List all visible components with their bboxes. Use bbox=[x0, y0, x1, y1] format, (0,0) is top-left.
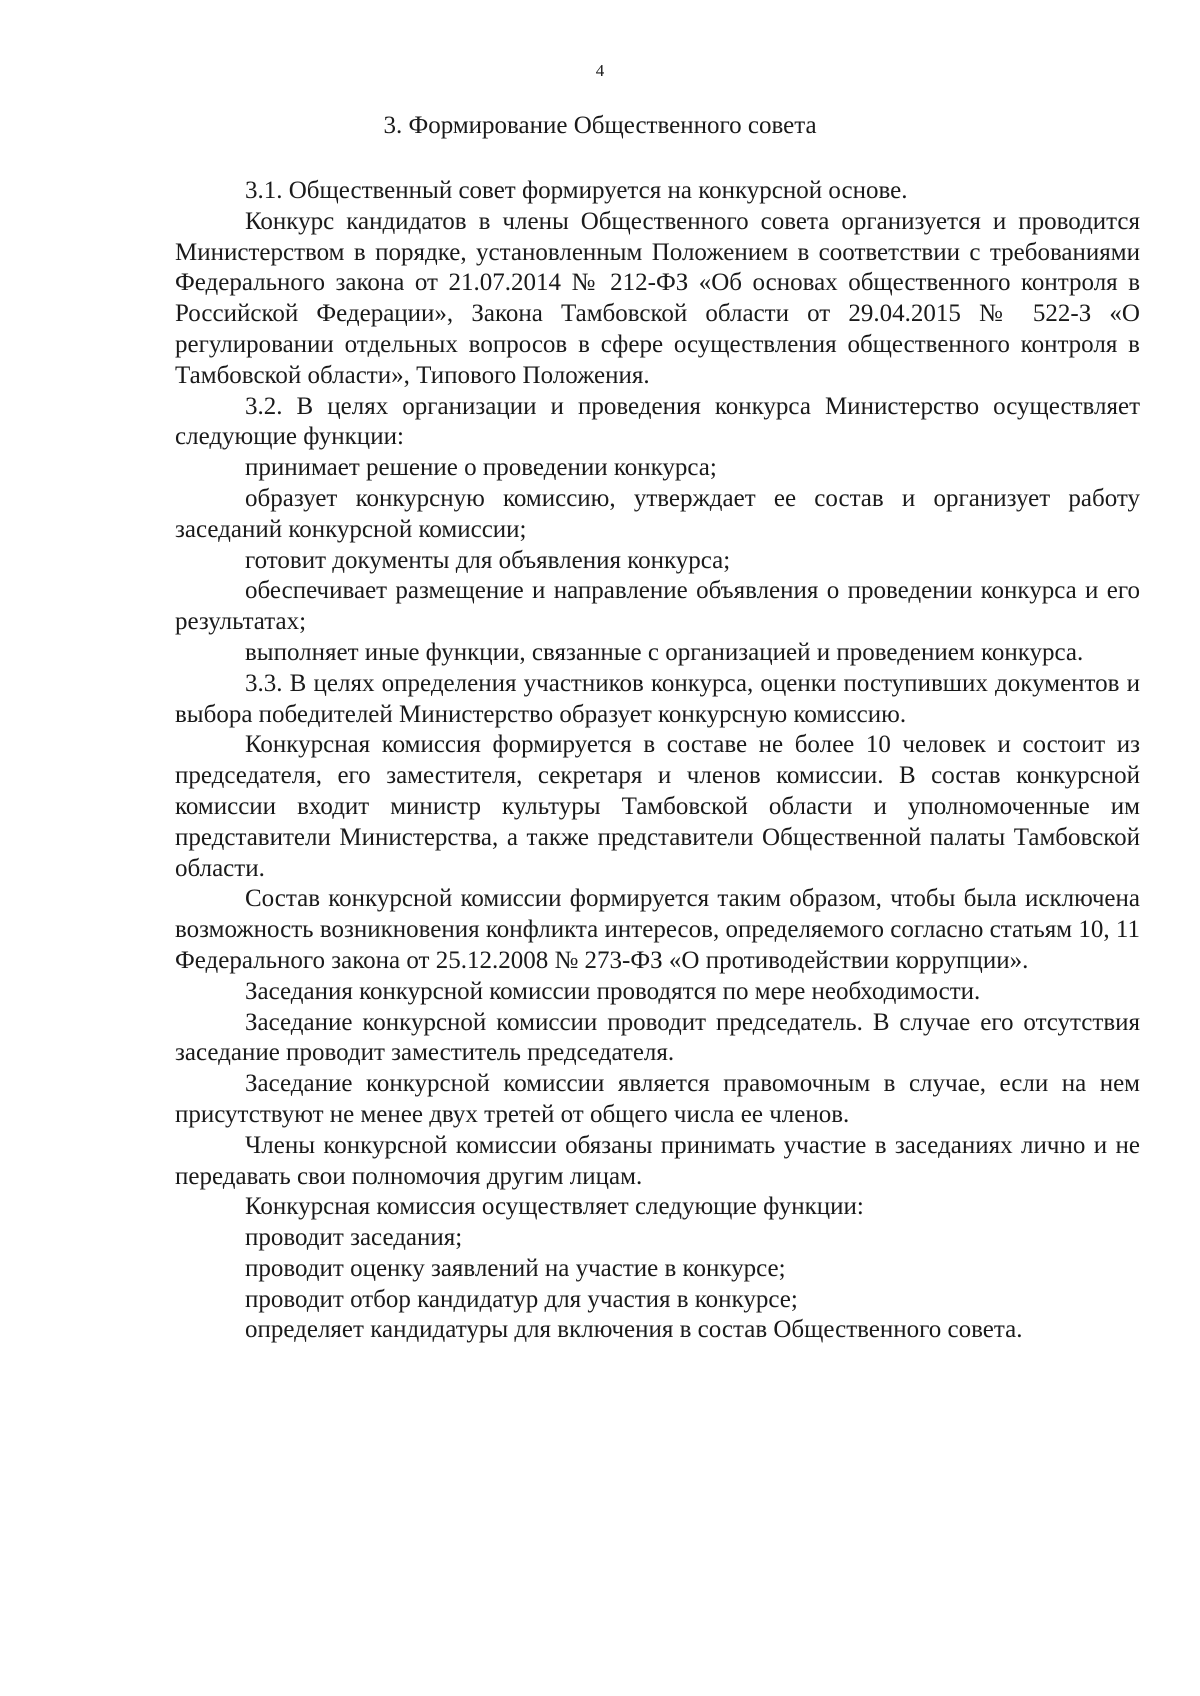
paragraph: Члены конкурсной комиссии обязаны принимать участие в заседаниях лично и не передавать свои полномочия другим лицам. bbox=[175, 1131, 1140, 1190]
section-heading: 3. Формирование Общественного совета bbox=[383, 112, 817, 139]
list-item-paragraph: обеспечивает размещение и направление объявления о проведении конкурса и его результатах; bbox=[175, 577, 1140, 636]
page-number: 4 bbox=[595, 61, 605, 80]
paragraph: Заседание конкурсной комиссии проводит председатель. В случае его отсутствия заседание проводит заместитель председателя. bbox=[175, 1008, 1140, 1067]
list-item-paragraph: готовит документы для объявления конкурса; bbox=[245, 546, 731, 574]
paragraph: 3.2. В целях организации и проведения конкурса Министерство осуществляет следующие функции: bbox=[175, 392, 1140, 451]
paragraph: 3.3. В целях определения участников конкурса, оценки поступивших документов и выбора победителей Министерство образует конкурсную комиссию. bbox=[175, 669, 1140, 728]
list-item-paragraph: проводит отбор кандидатур для участия в конкурсе; bbox=[245, 1285, 798, 1313]
paragraph: Конкурс кандидатов в члены Общественного совета организуется и проводится Министерством в порядке, установленным Положением в соответствии с требованиями Федерального закона от 21.07.2014 № 212-ФЗ «Об основах общественного контроля в Российской Федерации», Закона Тамбовской области от 29.04.2015 № 522-З «О регулировании отдельных вопросов в сфере осуществления общественного контроля в Тамбовской области», Типового Положения. bbox=[175, 207, 1140, 389]
list-item-paragraph: проводит оценку заявлений на участие в конкурсе; bbox=[245, 1254, 786, 1282]
paragraph: 3.1. Общественный совет формируется на конкурсной основе. bbox=[245, 177, 908, 204]
list-item-paragraph: образует конкурсную комиссию, утверждает ее состав и организует работу заседаний конкурсной комиссии; bbox=[175, 484, 1140, 543]
list-item-paragraph: проводит заседания; bbox=[245, 1224, 463, 1252]
list-item-paragraph: выполняет иные функции, связанные с организацией и проведением конкурса. bbox=[245, 638, 1084, 666]
paragraph: Конкурсная комиссия формируется в составе не более 10 человек и состоит из председателя, его заместителя, секретаря и членов комиссии. В состав конкурсной комиссии входит министр культуры Тамбовской области и уполномоченные им представители Министерства, а также представители Общественной палаты Тамбовской области. bbox=[175, 731, 1140, 882]
paragraph: Состав конкурсной комиссии формируется таким образом, чтобы была исключена возможность возникновения конфликта интересов, определяемого согласно статьям 10, 11 Федерального закона от 25.12.2008 № 273-ФЗ «О противодействии коррупции». bbox=[175, 885, 1140, 974]
paragraph: Конкурсная комиссия осуществляет следующие функции: bbox=[245, 1193, 864, 1221]
paragraph: Заседание конкурсной комиссии является правомочным в случае, если на нем присутствуют не менее двух третей от общего числа ее членов. bbox=[175, 1070, 1140, 1128]
document-body bbox=[175, 176, 1140, 1346]
list-item-paragraph: определяет кандидатуры для включения в состав Общественного совета. bbox=[245, 1316, 1023, 1344]
list-item-paragraph: принимает решение о проведении конкурса; bbox=[245, 454, 717, 482]
paragraph: Заседания конкурсной комиссии проводятся по мере необходимости. bbox=[245, 977, 981, 1005]
